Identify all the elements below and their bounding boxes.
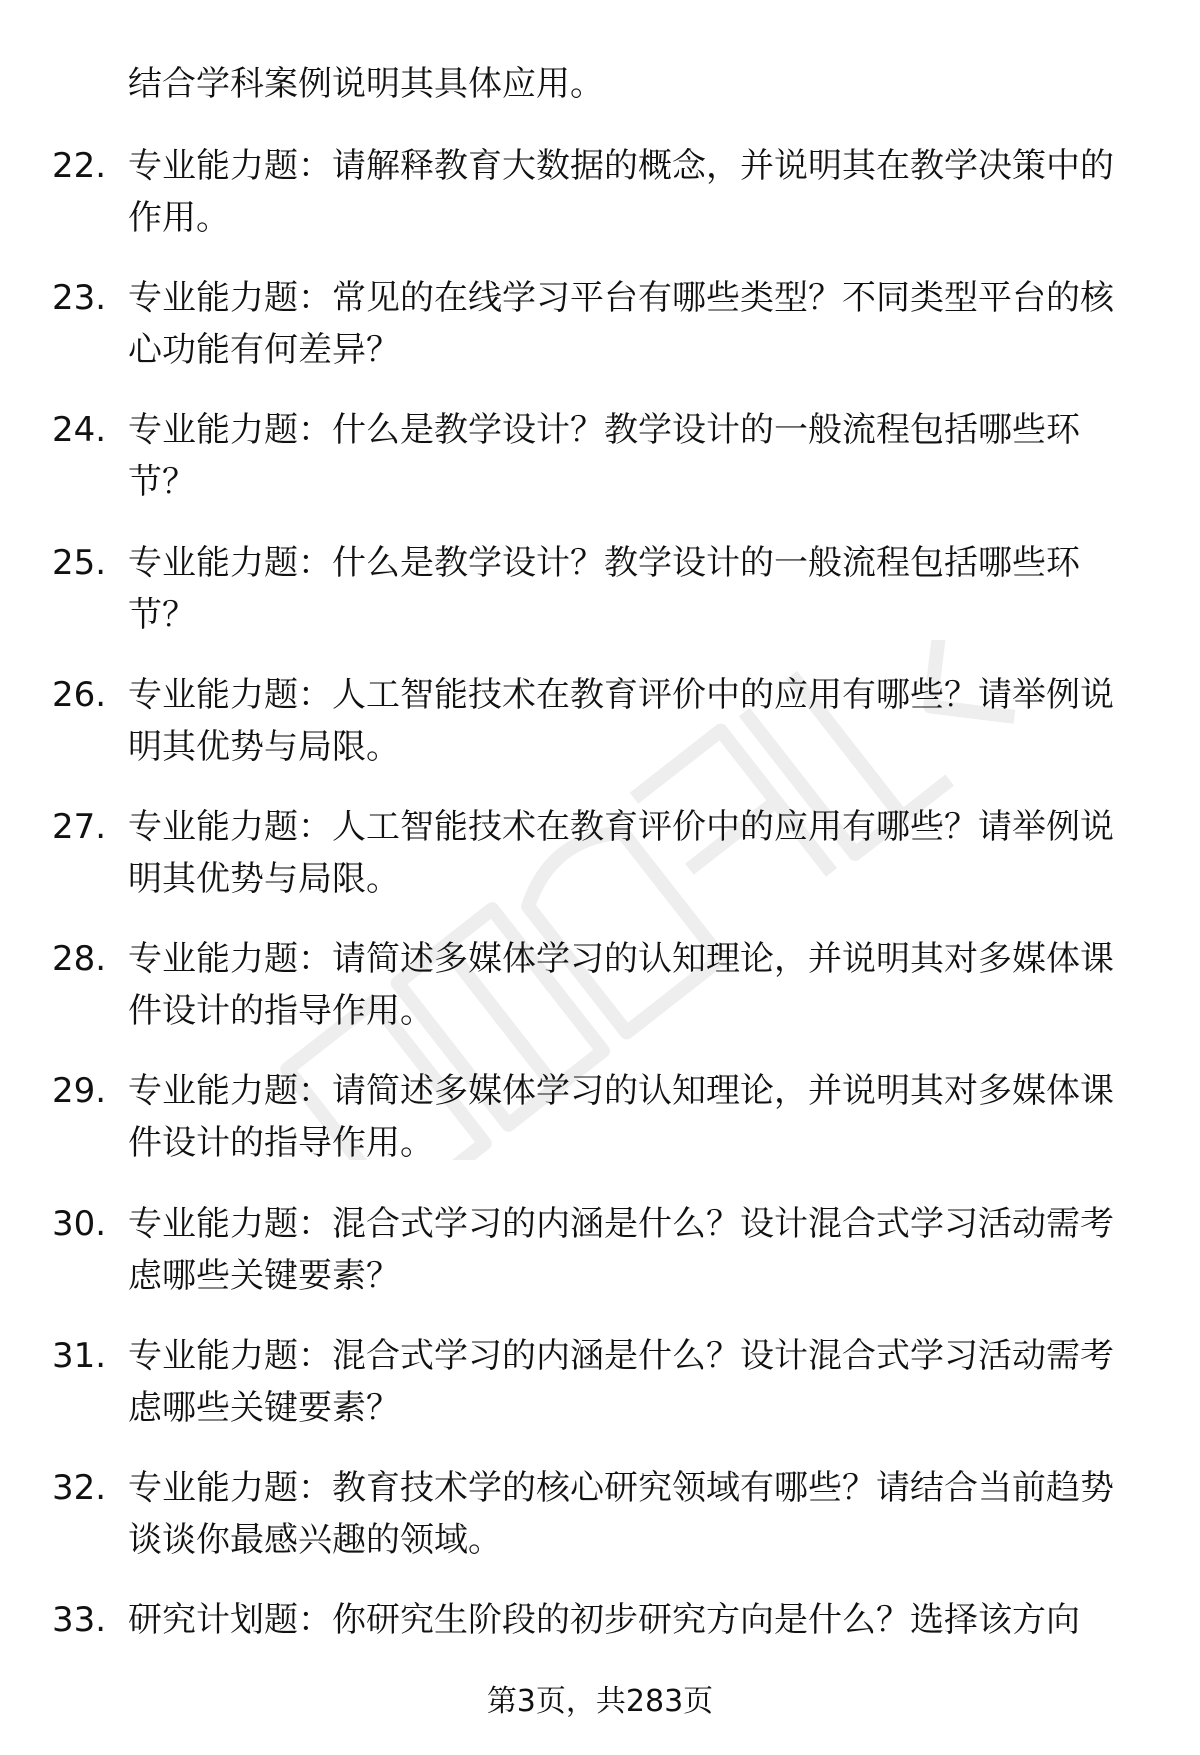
item-text: 研究计划题：你研究生阶段的初步研究方向是什么？选择该方向 xyxy=(128,1600,1080,1641)
item-number: 30. xyxy=(52,1203,107,1244)
item-number: 26. xyxy=(52,674,107,715)
list-item xyxy=(0,1330,1200,1462)
list-item xyxy=(0,140,1200,272)
item-number: 25. xyxy=(52,542,107,583)
item-text: 专业能力题：混合式学习的内涵是什么？设计混合式学习活动需考虑哪些关键要素？ xyxy=(128,1335,1114,1428)
list-item xyxy=(0,669,1200,801)
item-text: 专业能力题：请简述多媒体学习的认知理论，并说明其对多媒体课件设计的指导作用。 xyxy=(128,939,1114,1032)
item-text: 专业能力题：人工智能技术在教育评价中的应用有哪些？请举例说明其优势与局限。 xyxy=(128,806,1114,899)
list-item xyxy=(0,1198,1200,1330)
page-footer: 第3页，共283页 xyxy=(486,1684,714,1719)
list-item xyxy=(0,404,1200,536)
item-number: 31. xyxy=(52,1335,107,1376)
item-number: 23. xyxy=(52,278,107,319)
item-text: 专业能力题：请解释教育大数据的概念，并说明其在教学决策中的作用。 xyxy=(128,146,1114,238)
item-number: 24. xyxy=(52,410,107,451)
list-item xyxy=(0,933,1200,1065)
item-number: 27. xyxy=(52,806,107,847)
item-text: 专业能力题：常见的在线学习平台有哪些类型？不同类型平台的核心功能有何差异？ xyxy=(128,278,1114,371)
continued-text: 结合学科案例说明其具体应用。 xyxy=(128,64,604,104)
list-item xyxy=(0,1462,1200,1594)
item-text: 专业能力题：什么是教学设计？教学设计的一般流程包括哪些环节？ xyxy=(128,542,1080,635)
item-text: 专业能力题：教育技术学的核心研究领域有哪些？请结合当前趋势谈谈你最感兴趣的领域。 xyxy=(128,1467,1114,1560)
item-text: 专业能力题：人工智能技术在教育评价中的应用有哪些？请举例说明其优势与局限。 xyxy=(128,674,1114,767)
item-number: 28. xyxy=(52,939,107,980)
item-text: 专业能力题：混合式学习的内涵是什么？设计混合式学习活动需考虑哪些关键要素？ xyxy=(128,1203,1114,1296)
item-text: 专业能力题：请简述多媒体学习的认知理论，并说明其对多媒体课件设计的指导作用。 xyxy=(128,1071,1114,1164)
list-item xyxy=(0,272,1200,404)
item-number: 33. xyxy=(52,1600,107,1641)
list-item xyxy=(0,1065,1200,1197)
item-text: 专业能力题：什么是教学设计？教学设计的一般流程包括哪些环节？ xyxy=(128,410,1080,503)
item-number: 29. xyxy=(52,1071,107,1112)
question-list xyxy=(0,140,1200,1726)
item-number: 32. xyxy=(52,1467,107,1508)
list-item xyxy=(0,801,1200,933)
list-item xyxy=(0,537,1200,669)
item-number: 22. xyxy=(52,146,107,186)
